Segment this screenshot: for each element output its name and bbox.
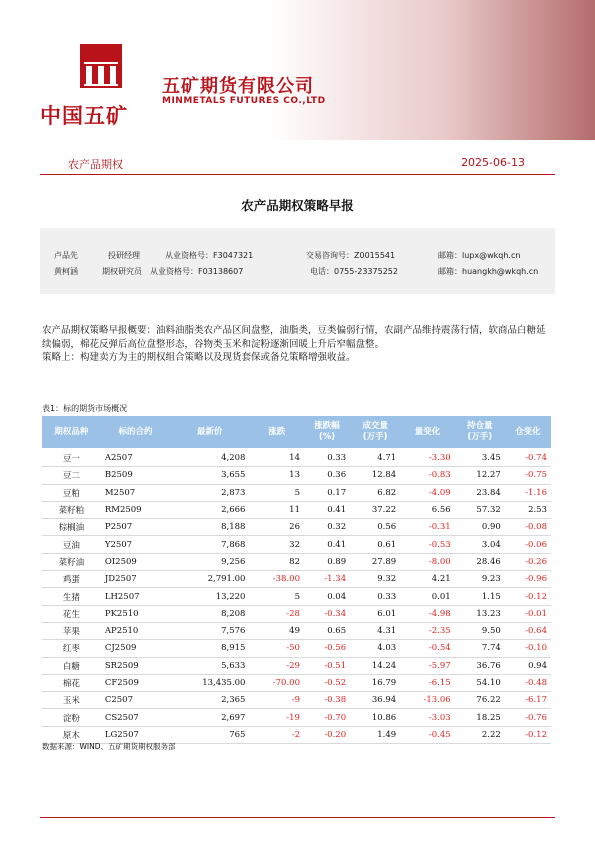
table-cell: 0.41: [304, 501, 350, 518]
table-cell: 0.17: [304, 484, 350, 501]
table-cell: 3,655: [170, 467, 249, 484]
table-cell: 4.21: [400, 571, 455, 588]
table-cell: OI2509: [101, 553, 170, 570]
column-header: 期权品种: [42, 416, 101, 449]
author-cert2: 交易咨询号：Z0015541: [306, 251, 396, 260]
table-cell: 7.74: [455, 640, 505, 657]
column-header: 最新价: [170, 416, 249, 449]
table-cell: -0.06: [505, 536, 551, 553]
table-row: [42, 605, 551, 622]
table-cell: 1.49: [350, 726, 400, 743]
table-cell: -4.98: [400, 605, 455, 622]
table-cell: 0.89: [304, 553, 350, 570]
market-table: [42, 416, 551, 744]
table-cell: -4.09: [400, 484, 455, 501]
table-cell: 8,208: [170, 605, 249, 622]
table-cell: 2,873: [170, 484, 249, 501]
footer-divider: [40, 817, 555, 818]
table-caption: 表1：标的期货市场概况: [42, 404, 128, 413]
table-cell: 14.24: [350, 657, 400, 674]
table-cell: -0.70: [304, 709, 350, 726]
table-cell: -5.97: [400, 657, 455, 674]
table-cell: 11: [249, 501, 304, 518]
table-cell: 7,868: [170, 536, 249, 553]
table-cell: 8,188: [170, 519, 249, 536]
table-cell: -0.83: [400, 467, 455, 484]
company-name-en: MINMETALS FUTURES CO.,LTD: [162, 96, 326, 106]
table-cell: 生猪: [42, 588, 101, 605]
table-cell: 23.84: [455, 484, 505, 501]
table-cell: M2507: [101, 484, 170, 501]
table-cell: -2: [249, 726, 304, 743]
table-cell: 16.79: [350, 674, 400, 691]
author-name: 黄柯涵: [54, 267, 78, 276]
column-header: 仓变化: [505, 416, 551, 449]
table-cell: 36.94: [350, 692, 400, 709]
table-cell: 28.46: [455, 553, 505, 570]
table-cell: 0.32: [304, 519, 350, 536]
column-header: 量变化: [400, 416, 455, 449]
column-header: 持仓量 (万手): [455, 416, 505, 449]
minmetals-logo-icon: [78, 44, 124, 94]
table-cell: 13,435.00: [170, 674, 249, 691]
company-name-cn: 五矿期货有限公司: [162, 76, 314, 97]
table-cell: 红枣: [42, 640, 101, 657]
table-cell: -0.76: [505, 709, 551, 726]
author-row: [40, 266, 555, 280]
table-cell: 原木: [42, 726, 101, 743]
table-cell: 棕榈油: [42, 519, 101, 536]
table-cell: -0.26: [505, 553, 551, 570]
table-cell: 0.33: [350, 588, 400, 605]
table-cell: 37.22: [350, 501, 400, 518]
table-cell: -0.52: [304, 674, 350, 691]
table-cell: -0.12: [505, 726, 551, 743]
author-cert2: 电话：0755-23375252: [310, 267, 398, 276]
table-cell: -0.75: [505, 467, 551, 484]
table-cell: 13,220: [170, 588, 249, 605]
table-cell: 6.82: [350, 484, 400, 501]
table-cell: 3.04: [455, 536, 505, 553]
table-cell: -0.53: [400, 536, 455, 553]
table-cell: A2507: [101, 449, 170, 467]
table-row: [42, 674, 551, 691]
column-header: 标的合约: [101, 416, 170, 449]
table-cell: -0.31: [400, 519, 455, 536]
data-source: 数据来源：WIND、五矿期货期权服务部: [42, 742, 176, 751]
table-cell: CJ2509: [101, 640, 170, 657]
table-row: [42, 571, 551, 588]
table-cell: -0.74: [505, 449, 551, 467]
table-row: [42, 553, 551, 570]
strategy-paragraph: 策略上：构建卖方为主的期权组合策略以及现货套保或备兑策略增强收益。: [42, 352, 356, 363]
table-cell: 1.15: [455, 588, 505, 605]
table-cell: 18.25: [455, 709, 505, 726]
author-cert: 从业资格号：F3047321: [165, 251, 254, 260]
table-cell: -1.16: [505, 484, 551, 501]
table-cell: -13.06: [400, 692, 455, 709]
table-row: [42, 622, 551, 639]
table-cell: -29: [249, 657, 304, 674]
table-cell: 0.94: [505, 657, 551, 674]
table-row: [42, 536, 551, 553]
header-banner: [0, 0, 595, 140]
table-cell: 8,915: [170, 640, 249, 657]
table-cell: 豆油: [42, 536, 101, 553]
table-cell: 2,666: [170, 501, 249, 518]
table-cell: 0.41: [304, 536, 350, 553]
table-cell: CS2507: [101, 709, 170, 726]
table-cell: 4.31: [350, 622, 400, 639]
author-cert: 从业资格号：F03138607: [150, 267, 244, 276]
table-cell: CF2509: [101, 674, 170, 691]
table-cell: 82: [249, 553, 304, 570]
table-cell: 菜籽油: [42, 553, 101, 570]
table-cell: C2507: [101, 692, 170, 709]
column-header: 涨跌: [249, 416, 304, 449]
table-cell: 6.01: [350, 605, 400, 622]
summary-paragraph: 农产品期权策略早报概要：油料油脂类农产品区间盘整，油脂类，豆类偏弱行情，农副产品维持震荡行情，软商品白糖延续偏弱，棉花反弹后高位盘整形态，谷物类玉米和淀粉逐渐回暖上升后窄幅盘整。: [42, 325, 546, 350]
table-cell: 49: [249, 622, 304, 639]
table-row: [42, 657, 551, 674]
table-row: [42, 501, 551, 518]
table-cell: -0.08: [505, 519, 551, 536]
table-cell: -0.54: [400, 640, 455, 657]
author-email[interactable]: 邮箱：lupx@wkqh.cn: [438, 251, 521, 260]
table-cell: 2,791.00: [170, 571, 249, 588]
table-cell: RM2509: [101, 501, 170, 518]
table-cell: 9.50: [455, 622, 505, 639]
table-cell: 36.76: [455, 657, 505, 674]
report-date: 2025-06-13: [461, 156, 525, 169]
report-title: 农产品期权策略早报: [241, 198, 354, 213]
table-cell: 5,633: [170, 657, 249, 674]
table-cell: 6.56: [400, 501, 455, 518]
author-row: [40, 250, 555, 264]
table-cell: 5: [249, 588, 304, 605]
table-cell: 0.56: [350, 519, 400, 536]
table-cell: 10.86: [350, 709, 400, 726]
table-cell: 12.27: [455, 467, 505, 484]
table-cell: -0.56: [304, 640, 350, 657]
table-cell: 鸡蛋: [42, 571, 101, 588]
table-cell: 2.53: [505, 501, 551, 518]
table-cell: 57.32: [455, 501, 505, 518]
table-row: [42, 692, 551, 709]
table-cell: -0.64: [505, 622, 551, 639]
table-cell: PK2510: [101, 605, 170, 622]
table-cell: 26: [249, 519, 304, 536]
table-cell: 0.65: [304, 622, 350, 639]
table-row: [42, 640, 551, 657]
table-cell: 0.04: [304, 588, 350, 605]
table-cell: LG2507: [101, 726, 170, 743]
table-row: [42, 709, 551, 726]
table-cell: 玉米: [42, 692, 101, 709]
table-cell: 4.71: [350, 449, 400, 467]
table-cell: 13: [249, 467, 304, 484]
column-header: 成交量 (万手): [350, 416, 400, 449]
table-cell: 菜籽粕: [42, 501, 101, 518]
table-header-row: [42, 416, 551, 449]
table-cell: 76.22: [455, 692, 505, 709]
table-cell: 淀粉: [42, 709, 101, 726]
table-cell: 苹果: [42, 622, 101, 639]
table-row: [42, 467, 551, 484]
table-cell: -19: [249, 709, 304, 726]
table-cell: LH2507: [101, 588, 170, 605]
summary: [42, 324, 554, 365]
table-cell: B2509: [101, 467, 170, 484]
table-row: [42, 588, 551, 605]
table-cell: 7,576: [170, 622, 249, 639]
table-cell: 4,208: [170, 449, 249, 467]
table-row: [42, 519, 551, 536]
author-role: 投研经理: [108, 251, 140, 260]
table-cell: -0.20: [304, 726, 350, 743]
table-cell: -28: [249, 605, 304, 622]
table-cell: -2.35: [400, 622, 455, 639]
table-body: [42, 449, 551, 744]
table-cell: -3.30: [400, 449, 455, 467]
table-cell: JD2507: [101, 571, 170, 588]
table-cell: -0.10: [505, 640, 551, 657]
table-cell: 豆二: [42, 467, 101, 484]
table-cell: 0.01: [400, 588, 455, 605]
header-divider: [40, 174, 555, 175]
table-row: [42, 484, 551, 501]
author-name: 卢品先: [54, 251, 78, 260]
author-role: 期权研究员: [102, 267, 142, 276]
table-cell: 3.45: [455, 449, 505, 467]
table-cell: -0.48: [505, 674, 551, 691]
table-cell: 2,365: [170, 692, 249, 709]
table-row: [42, 449, 551, 467]
table-cell: 白糖: [42, 657, 101, 674]
table-cell: SR2509: [101, 657, 170, 674]
table-cell: -6.15: [400, 674, 455, 691]
table-cell: -9: [249, 692, 304, 709]
table-cell: -38.00: [249, 571, 304, 588]
table-cell: 4.03: [350, 640, 400, 657]
table-cell: -6.17: [505, 692, 551, 709]
table-cell: 13.23: [455, 605, 505, 622]
table-cell: 9.32: [350, 571, 400, 588]
table-cell: -0.96: [505, 571, 551, 588]
table-cell: 2.22: [455, 726, 505, 743]
table-cell: 0.61: [350, 536, 400, 553]
table-cell: 棉花: [42, 674, 101, 691]
table-cell: 765: [170, 726, 249, 743]
table-cell: 9,256: [170, 553, 249, 570]
table-cell: 0.90: [455, 519, 505, 536]
table-cell: P2507: [101, 519, 170, 536]
table-cell: 0.33: [304, 449, 350, 467]
table-cell: -0.45: [400, 726, 455, 743]
table-cell: -1.34: [304, 571, 350, 588]
table-cell: -0.51: [304, 657, 350, 674]
table-cell: -8.00: [400, 553, 455, 570]
table-cell: 豆一: [42, 449, 101, 467]
column-header: 涨跌幅 (%): [304, 416, 350, 449]
table-cell: 32: [249, 536, 304, 553]
table-cell: 2,697: [170, 709, 249, 726]
table-cell: AP2510: [101, 622, 170, 639]
table-cell: 9.23: [455, 571, 505, 588]
table-cell: -70.00: [249, 674, 304, 691]
table-cell: -0.34: [304, 605, 350, 622]
table-cell: 27.89: [350, 553, 400, 570]
table-cell: 12.84: [350, 467, 400, 484]
table-cell: 54.10: [455, 674, 505, 691]
table-cell: 花生: [42, 605, 101, 622]
author-email[interactable]: 邮箱：huangkh@wkqh.cn: [438, 267, 539, 276]
table-cell: 0.36: [304, 467, 350, 484]
table-cell: Y2507: [101, 536, 170, 553]
table-cell: 豆粕: [42, 484, 101, 501]
table-cell: -50: [249, 640, 304, 657]
table-cell: 5: [249, 484, 304, 501]
brand-name: 中国五矿: [40, 104, 128, 128]
table-cell: -0.12: [505, 588, 551, 605]
author-box: [40, 228, 555, 294]
table-cell: -0.38: [304, 692, 350, 709]
table-cell: -3.03: [400, 709, 455, 726]
table-cell: -0.01: [505, 605, 551, 622]
table-cell: 14: [249, 449, 304, 467]
report-category: 农产品期权: [68, 158, 123, 171]
